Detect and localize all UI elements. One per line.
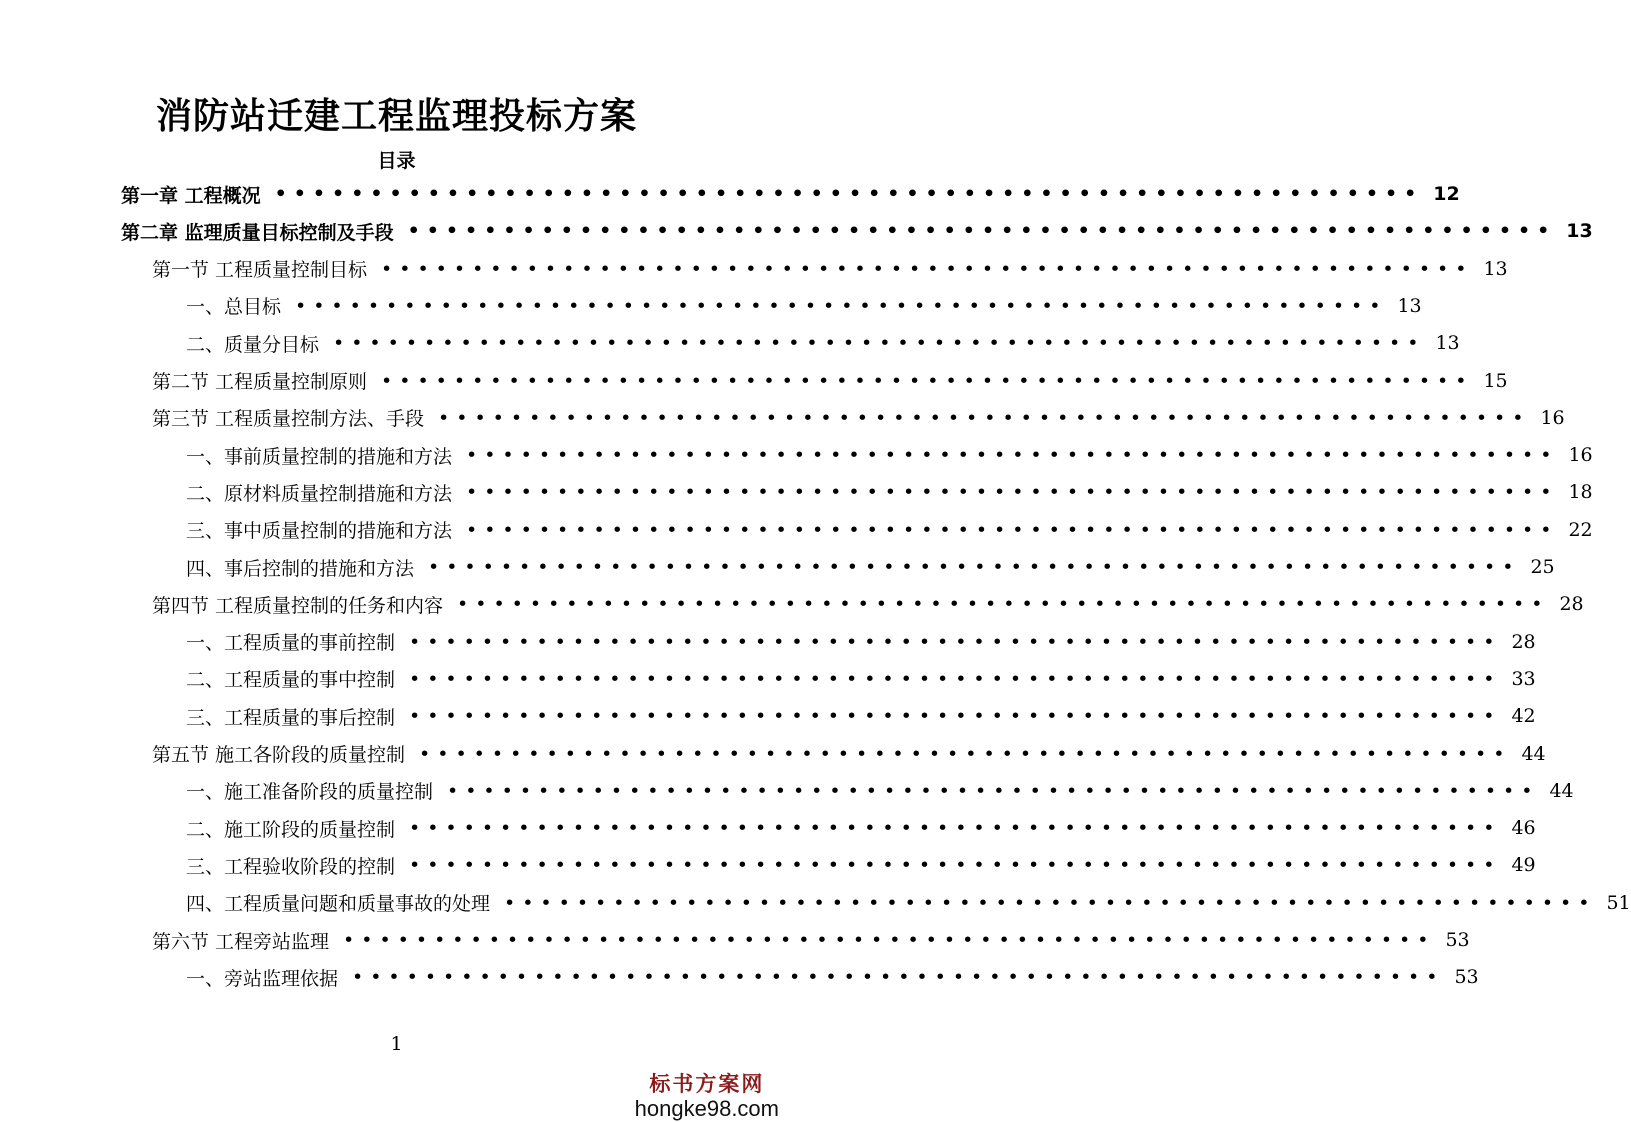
toc-entry-page: 33 <box>1511 667 1536 690</box>
toc-entry[interactable] <box>0 512 1593 548</box>
toc-entry[interactable] <box>0 251 1508 287</box>
toc-leader-dots: •••••••••••••••••••••••••••••••••••••••••••••••••••••••••••• <box>295 294 1388 317</box>
toc-entry-page: 51 <box>1606 891 1631 914</box>
toc-entry-page: 53 <box>1445 929 1470 951</box>
toc-entry-page: 13 <box>1483 257 1508 280</box>
toc-entry[interactable] <box>0 773 1574 809</box>
toc-leader-dots: •••••••••••••••••••••••••••••••••••••••••••••••••••••••••••• <box>428 556 1521 578</box>
toc-leader-dots: •••••••••••••••••••••••••••••••••••••••••••••••••••••••••••• <box>409 630 1502 653</box>
toc-leader-dots: •••••••••••••••••••••••••••••••••••••••••••••••••••••••••••• <box>409 667 1502 690</box>
toc-entry-label: 四、工程质量问题和质量事故的处理 <box>186 893 491 916</box>
toc-entry[interactable] <box>0 474 1593 510</box>
toc-heading: 目录 <box>377 150 416 172</box>
toc-entry-page: 42 <box>1511 705 1536 728</box>
toc-entry-label: 一、工程质量的事前控制 <box>186 632 396 655</box>
toc-entry[interactable] <box>0 288 1422 324</box>
toc-leader-dots: •••••••••••••••••••••••••••••••••••••••••••••••••••••••••••• <box>333 332 1426 355</box>
toc-entry-page: 18 <box>1568 481 1593 504</box>
toc-entry[interactable] <box>0 437 1593 473</box>
toc-leader-dots: •••••••••••••••••••••••••••••••••••••••••••••••••••••••••••• <box>409 854 1502 877</box>
toc-entry-label: 第四节 工程质量控制的任务和内容 <box>152 594 444 617</box>
toc-entry[interactable] <box>0 661 1536 697</box>
watermark-name: 标书方案网 <box>649 1071 765 1096</box>
toc-entry[interactable] <box>0 885 1631 921</box>
toc-leader-dots: •••••••••••••••••••••••••••••••••••••••••••••••••••••••••••• <box>447 779 1540 802</box>
toc-entry-page: 44 <box>1549 779 1574 802</box>
toc-entry-page: 44 <box>1521 742 1546 765</box>
toc-entry-page: 28 <box>1559 593 1584 616</box>
toc-leader-dots: •••••••••••••••••••••••••••••••••••••••••••••••••••••••••••• <box>343 929 1436 951</box>
toc-leader-dots: •••••••••••••••••••••••••••••••••••••••••••••••••••••••••••• <box>381 257 1474 280</box>
toc-entry[interactable] <box>0 586 1584 622</box>
toc-entry-page: 53 <box>1454 966 1479 989</box>
toc-leader-dots: •••••••••••••••••••••••••••••••••••••••••••••••••••••••••••• <box>274 183 1424 205</box>
toc-entry-label: 第三节 工程质量控制方法、手段 <box>152 408 425 431</box>
toc-entry-page: 28 <box>1511 630 1536 653</box>
toc-entry[interactable] <box>0 213 1593 249</box>
toc-entry[interactable] <box>0 810 1536 846</box>
toc-entry[interactable] <box>0 736 1546 772</box>
toc-entry-page: 22 <box>1568 518 1593 541</box>
toc-entry-label: 二、工程质量的事中控制 <box>186 669 396 692</box>
toc-entry-label: 第五节 施工各阶段的质量控制 <box>152 744 406 766</box>
toc-entry-label: 第一节 工程质量控制目标 <box>152 259 368 282</box>
toc-leader-dots: •••••••••••••••••••••••••••••••••••••••••••••••••••••••••••• <box>466 518 1559 541</box>
toc-entry-label: 二、施工阶段的质量控制 <box>186 818 396 841</box>
toc-entry[interactable] <box>0 363 1508 399</box>
toc-entry[interactable] <box>0 549 1555 585</box>
toc-entry[interactable] <box>0 847 1536 883</box>
toc-leader-dots: •••••••••••••••••••••••••••••••••••••••••••••••••••••••••••• <box>504 891 1597 914</box>
toc-entry-label: 四、事后控制的措施和方法 <box>186 557 415 580</box>
toc-leader-dots: •••••••••••••••••••••••••••••••••••••••••••••••••••••••••••• <box>466 444 1559 467</box>
toc-leader-dots: •••••••••••••••••••••••••••••••••••••••••••••••••••••••••••• <box>409 705 1502 728</box>
toc-leader-dots: •••••••••••••••••••••••••••••••••••••••••••••••••••••••••••• <box>407 220 1557 243</box>
toc-entry[interactable] <box>0 325 1460 361</box>
watermark <box>635 1068 779 1122</box>
toc-leader-dots: •••••••••••••••••••••••••••••••••••••••••••••••••••••••••••• <box>419 742 1512 765</box>
toc-entry[interactable] <box>0 959 1479 995</box>
toc-leader-dots: •••••••••••••••••••••••••••••••••••••••••••••••••••••••••••• <box>438 406 1531 429</box>
toc-entry-page: 12 <box>1433 183 1460 205</box>
toc-entry-page: 13 <box>1566 220 1593 243</box>
toc-entry[interactable] <box>0 624 1536 660</box>
toc-leader-dots: •••••••••••••••••••••••••••••••••••••••••••••••••••••••••••• <box>352 966 1445 989</box>
toc-entry-page: 46 <box>1511 817 1536 840</box>
toc-entry[interactable] <box>0 400 1565 436</box>
toc-entry-label: 第六节 工程旁站监理 <box>152 930 330 953</box>
toc-entry-page: 49 <box>1511 854 1536 877</box>
toc-entry[interactable] <box>0 176 1460 212</box>
toc-entry-label: 二、质量分目标 <box>186 333 320 356</box>
toc-entry-page: 13 <box>1397 294 1422 317</box>
toc-entry-label: 一、总目标 <box>186 296 282 319</box>
toc-entry-page: 15 <box>1483 369 1508 392</box>
toc-entry-label: 三、工程质量的事后控制 <box>186 706 396 729</box>
toc-entry-label: 三、工程验收阶段的控制 <box>186 855 396 878</box>
toc-entry-label: 第二节 工程质量控制原则 <box>152 371 368 393</box>
page-number: 1 <box>390 1033 403 1055</box>
toc-leader-dots: •••••••••••••••••••••••••••••••••••••••••••••••••••••••••••• <box>457 593 1550 616</box>
toc-leader-dots: •••••••••••••••••••••••••••••••••••••••••••••••••••••••••••• <box>466 481 1559 504</box>
toc-entry-label: 第二章 监理质量目标控制及手段 <box>121 221 394 244</box>
toc-entry-label: 一、旁站监理依据 <box>186 967 339 990</box>
watermark-url: hongke98.com <box>634 1096 779 1121</box>
toc-entry-label: 一、施工准备阶段的质量控制 <box>186 781 434 804</box>
document-title: 消防站迁建工程监理投标方案 <box>155 96 637 137</box>
toc-entry-page: 16 <box>1568 444 1593 467</box>
toc-leader-dots: •••••••••••••••••••••••••••••••••••••••••••••••••••••••••••• <box>409 817 1502 840</box>
toc-entry-label: 一、事前质量控制的措施和方法 <box>186 445 453 468</box>
toc-entry-page: 16 <box>1540 406 1565 429</box>
toc-entry-page: 25 <box>1530 556 1555 578</box>
toc-entry[interactable] <box>0 922 1470 958</box>
toc-entry-label: 三、事中质量控制的措施和方法 <box>186 520 453 543</box>
toc-entry-label: 二、原材料质量控制措施和方法 <box>186 482 453 505</box>
toc-entry-label: 第一章 工程概况 <box>121 184 261 207</box>
toc-entry-page: 13 <box>1435 332 1460 355</box>
toc-entry[interactable] <box>0 698 1536 734</box>
toc-leader-dots: •••••••••••••••••••••••••••••••••••••••••••••••••••••••••••• <box>381 369 1474 392</box>
